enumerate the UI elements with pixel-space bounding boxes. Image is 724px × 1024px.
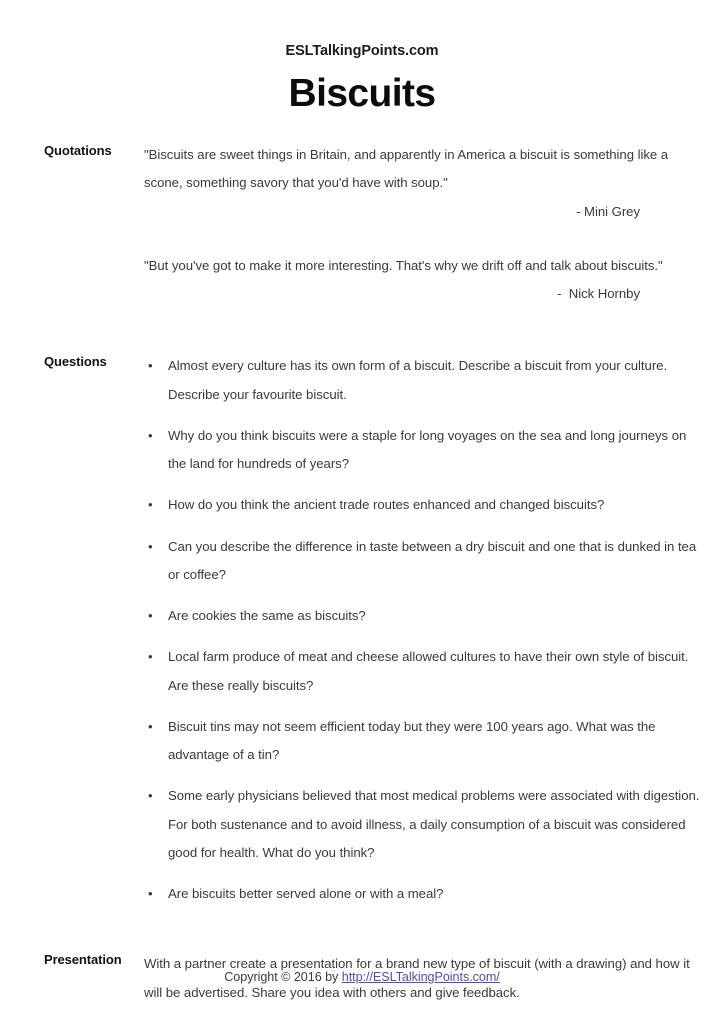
questions-list xyxy=(144,352,700,908)
quotation-attribution: - Mini Grey xyxy=(576,203,640,219)
quotation-attribution: - Nick Hornby xyxy=(557,286,640,301)
question-item xyxy=(144,533,700,590)
bullet-icon: • xyxy=(148,718,153,734)
quotations-label: Quotations xyxy=(44,143,112,158)
quotation-block xyxy=(144,252,700,309)
question-item xyxy=(144,422,700,479)
bullet-icon: • xyxy=(148,886,153,901)
question-item xyxy=(144,713,700,770)
question-text: How do you think the ancient trade routes enhanced and changed biscuits? xyxy=(168,497,605,513)
quotations-section xyxy=(0,141,724,308)
quotations-content xyxy=(144,141,700,308)
question-text: Almost every culture has its own form of a biscuit. Describe a biscuit from your culture. Describe your favourite biscuit. xyxy=(168,358,668,402)
questions-section xyxy=(0,352,724,908)
bullet-icon: • xyxy=(148,427,153,443)
question-text: Can you describe the difference in taste between a dry biscuit and one that is dunked in tea or coffee? xyxy=(168,538,697,582)
presentation-text: With a partner create a presentation for a brand new type of biscuit (with a drawing) and how it will be advertised. Share you idea with others and give feedback. xyxy=(144,956,690,1000)
question-text: Are cookies the same as biscuits? xyxy=(168,608,366,623)
question-item xyxy=(144,352,700,409)
bullet-icon: • xyxy=(148,358,153,374)
bullet-icon: • xyxy=(148,497,153,513)
bullet-icon: • xyxy=(148,538,153,554)
bullet-icon: • xyxy=(148,608,153,623)
question-item xyxy=(144,643,700,700)
question-item xyxy=(144,602,700,630)
copyright-text: Copyright © 2016 by xyxy=(224,970,342,984)
question-text: Biscuit tins may not seem efficient today but they were 100 years ago. What was the advantage of a tin? xyxy=(168,718,656,762)
quotation-text: "But you've got to make it more interesting. That's why we drift off and talk about biscuits." xyxy=(144,257,663,273)
site-link[interactable]: http://ESLTalkingPoints.com/ xyxy=(341,970,500,984)
questions-content xyxy=(144,352,700,908)
question-text: Some early physicians believed that most medical problems were associated with digestion. For both sustenance and to avoid illness, a daily consumption of a biscuit was considered good for health. What do you think? xyxy=(168,788,700,860)
quotation-block xyxy=(144,141,700,226)
question-item xyxy=(144,880,700,908)
question-item xyxy=(144,782,700,867)
bullet-icon: • xyxy=(148,649,153,665)
bullet-icon: • xyxy=(148,788,153,804)
questions-label: Questions xyxy=(44,354,107,370)
presentation-label: Presentation xyxy=(44,952,122,968)
question-text: Why do you think biscuits were a staple for long voyages on the sea and long journeys on the land for hundreds of years? xyxy=(168,427,687,471)
question-text: Are biscuits better served alone or with a meal? xyxy=(168,886,444,901)
site-name: ESLTalkingPoints.com xyxy=(285,43,439,59)
question-text: Local farm produce of meat and cheese allowed cultures to have their own style of biscuit. Are these really biscuits? xyxy=(168,649,689,693)
quotation-text: "Biscuits are sweet things in Britain, and apparently in America a biscuit is something like a scone, something savory that you'd have with soup." xyxy=(144,147,669,191)
question-item xyxy=(144,491,700,519)
footer xyxy=(0,970,724,984)
page-title: Biscuits xyxy=(288,71,436,115)
